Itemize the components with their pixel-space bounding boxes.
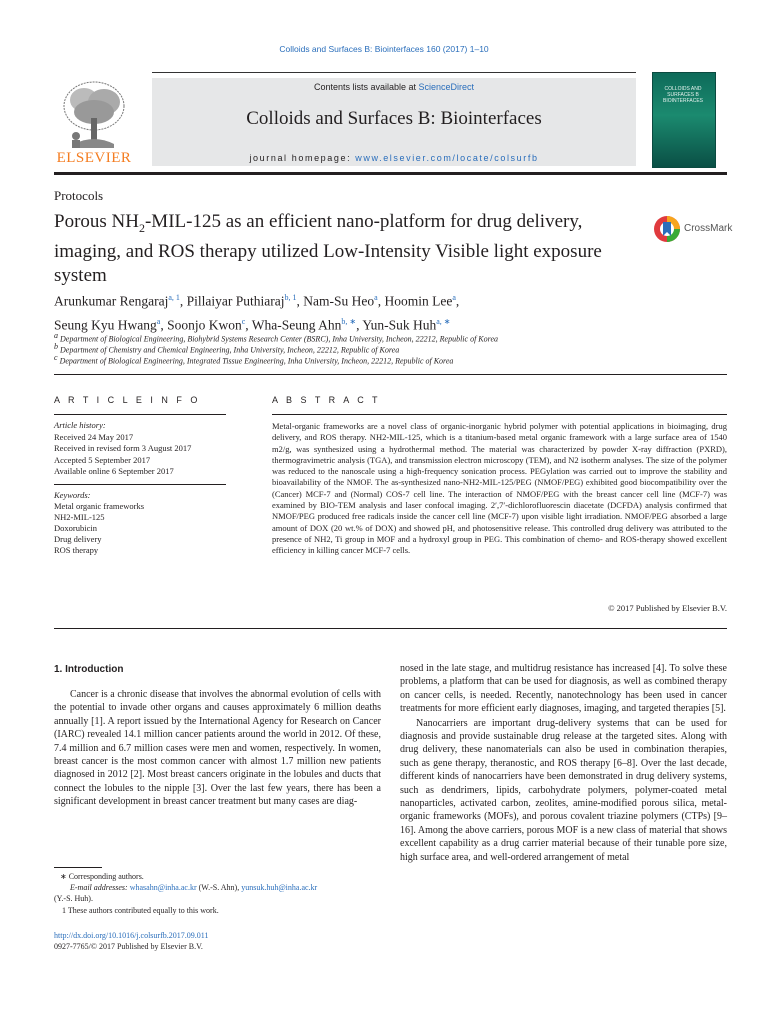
info-rule — [54, 414, 226, 415]
author-affiliation-mark[interactable]: c — [241, 316, 246, 326]
author-affiliation-mark[interactable]: a — [156, 316, 161, 326]
crossmark-icon — [652, 213, 682, 245]
author-name[interactable]: Wha-Seung Ahn — [251, 317, 342, 332]
article-info-heading: A R T I C L E I N F O — [54, 395, 201, 405]
abstract-copyright: © 2017 Published by Elsevier B.V. — [608, 603, 727, 613]
email-note-cont: (Y.-S. Huh). — [54, 894, 93, 903]
author-affiliation-mark[interactable]: a, 1 — [168, 293, 180, 302]
author-affiliation-mark[interactable]: a — [374, 293, 378, 302]
journal-citation[interactable]: Colloids and Surfaces B: Biointerfaces 160 (2017) 1–10 — [279, 44, 489, 54]
crossmark-badge[interactable]: CrossMark — [652, 213, 732, 245]
journal-homepage-link[interactable]: www.elsevier.com/locate/colsurfb — [355, 153, 539, 163]
corresponding-note: ∗ Corresponding authors. — [60, 872, 144, 881]
history-item: Available online 6 September 2017 — [54, 466, 174, 476]
body-left-column — [54, 688, 381, 809]
author-name[interactable]: Hoomin Lee — [384, 293, 453, 309]
article-section: Protocols — [54, 188, 104, 203]
body-divider — [54, 628, 727, 629]
author-name[interactable]: Yun-Suk Huh — [362, 317, 437, 332]
header-rule — [152, 72, 636, 73]
abstract-rule — [272, 414, 727, 415]
doi-link[interactable]: http://dx.doi.org/10.1016/j.colsurfb.2017.09.011 — [54, 931, 209, 940]
author-affiliation-mark[interactable]: a, ∗ — [436, 316, 451, 326]
body-right-column — [400, 662, 727, 864]
divider-rule — [54, 374, 727, 375]
history-item: Received 24 May 2017 — [54, 431, 134, 442]
body-paragraph: Cancer is a chronic disease that involves the abnormal evolution of cells with the potential to invade other organs and causes approximately 6 million deaths annually [1]. A report issued by the International Agency for Research on Cancer (IARC) revealed 14.1 million cancer patients around the world in 2012. Of these, 7.4 million and 6.7 million cases were men and women, respectively. In women, breast cancer is the most common cancer with almost 1.7 million new patients diagnosed in 2012 [2]. Most breast cancers originate in the lobules and ducts that connect the lobules to the nipple [3]. Over the last few years, there has been a significant development in breast cancer treatment but many cases are diag- — [54, 689, 381, 808]
issn-line: 0927-7765/© 2017 Published by Elsevier B.V. — [54, 942, 203, 951]
doi-block — [54, 930, 208, 952]
email-link-ahn[interactable]: whasahn@inha.ac.kr — [129, 883, 197, 892]
author-name[interactable]: Pillaiyar Puthiaraj — [186, 293, 285, 309]
keyword-item: ROS therapy — [54, 545, 99, 555]
keywords: Keywords: Metal organic frameworks NH2-MIL-125 Doxorubicin Drug delivery ROS therapy — [54, 490, 234, 556]
author-separator: , — [179, 293, 187, 309]
sciencedirect-link[interactable]: ScienceDirect — [418, 82, 475, 92]
keywords-rule — [54, 484, 226, 485]
author-affiliation-mark[interactable]: b, ∗ — [341, 316, 357, 326]
contents-available: Contents lists available at ScienceDirect — [313, 82, 475, 92]
header-thick-rule — [54, 172, 727, 175]
affiliation-b: $^b$ Department of Chemistry and Chemical Engineering, Inha University, Incheon, 22212, Republic of Korea — [54, 342, 400, 355]
keyword-item: Doxorubicin — [54, 523, 97, 533]
cover-title: COLLOIDS AND SURFACES B BIOINTERFACES — [662, 86, 703, 104]
author-name[interactable]: Arunkumar Rengaraj — [54, 293, 169, 309]
affiliation-a: $^a$ Department of Biological Engineering, Biohybrid Systems Research Center (BSRC), Inha University, Incheon, 22212, Republic of Korea — [54, 331, 498, 344]
abstract-text: Metal-organic frameworks are a novel class of organic-inorganic hybrid polymer with potential applications in bioimaging, drug delivery, and ROS therapy. NH2-MIL-125, which is a titanium-based metal organic framework with a large surface area of 1540 m2/g, was synthesized using a hydrothermal method. The material was characterized by powder X-ray diffraction (PXRD), thermogravimetric analysis (TGA), and transmission electron microscopy (TEM), and N2 isotherm analyses. The size of the polymer was reduced to the nanoscale using a high-frequency sonication process. PEGylation was carried out to improve the stability and bioavailability of the NMOF. The as-synthesized nano-NH2-MIL-125/PEG (NMOF/PEG) exhibited good biocompatibility over the (Cancer) MCF-7 and (Normal) COS-7 cell line. The interaction of NMOF/PEG with the breast cancer cell line (MCF-7) was examined by BIO-TEM analysis and laser confocal imaging. 2′,7′-dichlorofluorescin diacetate (DCFDA) analysis confirmed that NMOF/PEG produced free radicals inside the cancer cell line (MCF-7) upon visible light irradiation. NMOF/PEG absorbed a large amount of DOX (20 wt.% of DOX) and showed pH, and photosensitive release. This controlled drug delivery was attributed to the presence of NH2, Ti group in MOF and a hydroxyl group in PEG. This combination of chemo- and ROS-therapy showed excellent efficiency in killing cancer MCF-7 cells. — [272, 421, 727, 556]
author-separator: , — [377, 293, 385, 309]
article-history: Article history: Received 24 May 2017 Received in revised form 3 August 2017 Accepted 5 September 2017 Available online 6 September 2017 — [54, 420, 234, 478]
history-item: Accepted 5 September 2017 — [54, 454, 151, 465]
email-link-huh[interactable]: yunsuk.huh@inha.ac.kr — [241, 883, 318, 892]
author-separator: , — [455, 293, 460, 309]
body-paragraph: Nanocarriers are important drug-delivery systems that can be used for diagnosis and provide sustainable drug release at the targeted sites. Along with drug delivery, these nanomaterials can also be used in combination therapies, such as gene therapy, theranostic, and ROS therapy [6–8]. Over the last decade, different kinds of nanocarriers have been demonstrated in drug delivery systems, such as dendrimers, lipids, carbohydrate polymers, polymer-coated metal nanoparticles, activated carbon, zeolites, amine-modified porous silica, metal-organic frameworks (MOFs), and porous covalent triazine polymers (CTPs) [9–16]. Among the above carriers, porous MOF is a new class of material that shows excellent capability as a drug carrier material because of their tunable pore size, high surface area, and well-ordered arrangement of metal — [400, 717, 727, 863]
author-separator: , — [296, 293, 304, 309]
email-note: E-mail addresses: whasahn@inha.ac.kr (W.-S. Ahn), yunsuk.huh@inha.ac.kr — [70, 883, 318, 892]
equal-contribution-note: 1 These authors contributed equally to this work. — [62, 906, 219, 915]
keyword-item: Metal organic frameworks — [54, 501, 145, 511]
introduction-heading: 1. Introduction — [54, 664, 124, 675]
history-item: Received in revised form 3 August 2017 — [54, 443, 192, 453]
author-separator: , — [245, 317, 252, 332]
abstract-heading: A B S T R A C T — [272, 395, 381, 405]
journal-homepage: journal homepage: www.elsevier.com/locate/colsurfb — [249, 153, 539, 163]
author-name[interactable]: Nam-Su Heo — [303, 293, 375, 309]
footnote-rule — [54, 867, 102, 868]
author-separator: , — [356, 317, 363, 332]
affiliation-c: $^c$ Department of Biological Engineering, Integrated Tissue Engineering, Inha University, Incheon, 22212, Republic of Korea — [54, 353, 454, 366]
article-title: Porous $NH_2-MIL-125$ as an efficient nano-platform for drug delivery, imaging, and ROS therapy utilized Low-Intensity Visible light exposure system — [54, 211, 602, 286]
body-paragraph: nosed in the late stage, and multidrug resistance has increased [4]. To solve these problems, a platform that can be used for diagnosis, as well as combined therapy on cancer cells, is needed. Recently, nanotechnology has been used in cancer treatments for more efficient early diagnoses, imaging, and targeted therapies [5]. — [400, 663, 727, 715]
keyword-item: NH2-MIL-125 — [54, 512, 105, 522]
keyword-item: Drug delivery — [54, 534, 102, 544]
author-affiliation-mark[interactable]: b, 1 — [284, 293, 297, 302]
author-name[interactable]: Seung Kyu Hwang — [54, 317, 157, 332]
author-affiliation-mark[interactable]: a — [452, 293, 456, 302]
author-list — [54, 288, 694, 335]
journal-title: Colloids and Surfaces B: Biointerfaces — [246, 108, 542, 129]
author-separator: , — [160, 317, 168, 332]
publisher-wordmark: ELSEVIER — [56, 150, 132, 166]
author-name[interactable]: Soonjo Kwon — [167, 317, 242, 332]
